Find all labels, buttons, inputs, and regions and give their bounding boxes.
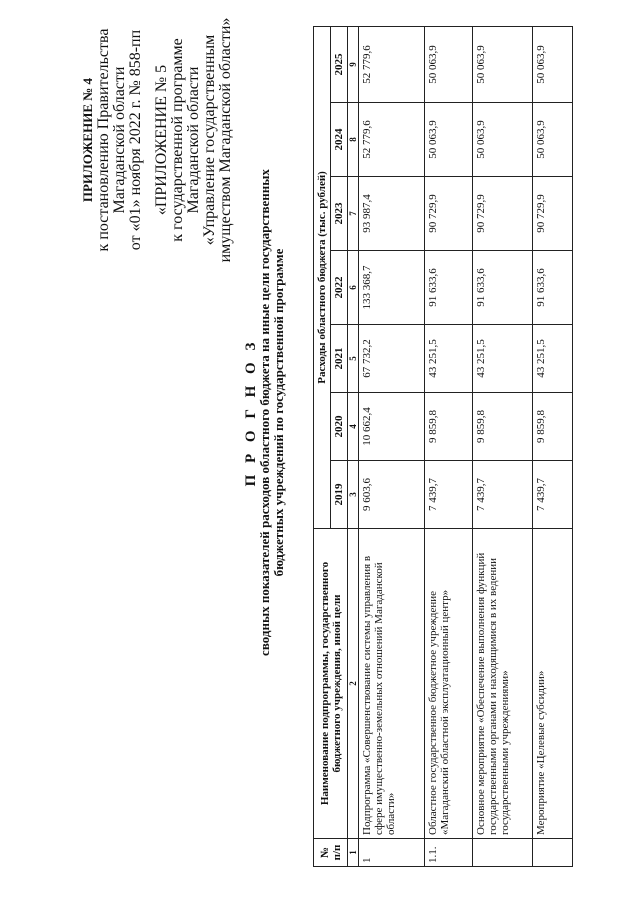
table-row [473, 26, 533, 866]
column-number: 7 [348, 177, 359, 251]
row-value: 91 633,6 [473, 251, 533, 325]
appendix-line: имуществом Магаданской области» [217, 17, 234, 263]
column-number: 8 [348, 103, 359, 177]
row-value: 50 063,9 [425, 26, 473, 102]
row-value: 91 633,6 [533, 251, 573, 325]
appendix-line: «ПРИЛОЖЕНИЕ № 5 [153, 64, 170, 216]
row-value: 10 662,4 [359, 393, 425, 461]
appendix-line: Магаданской области [111, 66, 128, 214]
row-name: Подпрограмма «Совершенствование системы управления в сфере имущественно-земельных отношений Магаданской области» [359, 529, 425, 839]
header-number: № п/п [314, 839, 348, 867]
row-name: Областное государственное бюджетное учреждение «Магаданский областной эксплуатационный центр» [425, 529, 473, 839]
row-value: 7 439,7 [473, 461, 533, 529]
header-year: 2020 [331, 393, 348, 461]
row-value: 91 633,6 [425, 251, 473, 325]
row-number: 1.1. [425, 839, 473, 867]
row-value: 50 063,9 [473, 26, 533, 102]
table-row [359, 26, 425, 866]
table-row [425, 26, 473, 866]
row-value: 9 603,6 [359, 461, 425, 529]
row-value: 7 439,7 [533, 461, 573, 529]
appendix-line: Магаданской области [185, 66, 202, 214]
row-value: 133 368,7 [359, 251, 425, 325]
row-value: 90 729,9 [425, 177, 473, 251]
row-value: 67 732,2 [359, 325, 425, 393]
header-year: 2019 [331, 461, 348, 529]
header-name: Наименование подпрограммы, государственного бюджетного учреждения, иной цели [314, 529, 348, 839]
row-value: 43 251,5 [425, 325, 473, 393]
header-year: 2023 [331, 177, 348, 251]
row-value: 43 251,5 [473, 325, 533, 393]
column-number: 9 [348, 26, 359, 102]
row-name: Основное мероприятие «Обеспечение выполнения функций государственными органами и находящимися в их ведении государственными учреждениями» [473, 529, 533, 839]
row-value: 9 859,8 [473, 393, 533, 461]
row-number: 1 [359, 839, 425, 867]
title-sub-line: сводных показателей расходов областного бюджета на иные цели государственных [257, 169, 272, 656]
title-sub-line: бюджетных учреждений по государственной программе [271, 248, 286, 577]
table-row [533, 26, 573, 866]
header-year: 2022 [331, 251, 348, 325]
column-number: 2 [348, 529, 359, 839]
row-value: 52 779,6 [359, 26, 425, 102]
row-value: 50 063,9 [533, 26, 573, 102]
row-value: 9 859,8 [533, 393, 573, 461]
title-main: П Р О Г Н О З [243, 338, 259, 487]
column-number: 6 [348, 251, 359, 325]
row-value: 9 859,8 [425, 393, 473, 461]
appendix-line: «Управление государственным [201, 34, 218, 246]
row-value: 43 251,5 [533, 325, 573, 393]
column-number: 1 [348, 839, 359, 867]
column-number: 3 [348, 461, 359, 529]
appendix-line: к государственной программе [169, 38, 186, 242]
row-value: 90 729,9 [533, 177, 573, 251]
document-title [244, 0, 286, 865]
header-expenses-group: Расходы областного бюджета (тыс. рублей) [314, 26, 331, 528]
column-number: 4 [348, 393, 359, 461]
row-number [473, 839, 533, 867]
row-value: 50 063,9 [533, 103, 573, 177]
row-value: 90 729,9 [473, 177, 533, 251]
row-value: 50 063,9 [425, 103, 473, 177]
header-year: 2021 [331, 325, 348, 393]
row-name: Мероприятие «Целевые субсидии» [533, 529, 573, 839]
row-value: 7 439,7 [425, 461, 473, 529]
appendix-line: от «01» ноября 2022 г. № 858-пп [127, 29, 144, 251]
header-year: 2025 [331, 26, 348, 102]
row-value: 52 779,6 [359, 103, 425, 177]
appendix-line: к постановлению Правительства [95, 28, 112, 252]
row-value: 50 063,9 [473, 103, 533, 177]
column-number: 5 [348, 325, 359, 393]
appendix-heading: ПРИЛОЖЕНИЕ № 4 [80, 77, 95, 203]
column-number-row [348, 26, 359, 866]
forecast-table [313, 26, 573, 867]
row-number [533, 839, 573, 867]
row-value: 93 987,4 [359, 177, 425, 251]
appendix-block [80, 0, 234, 285]
header-year: 2024 [331, 103, 348, 177]
